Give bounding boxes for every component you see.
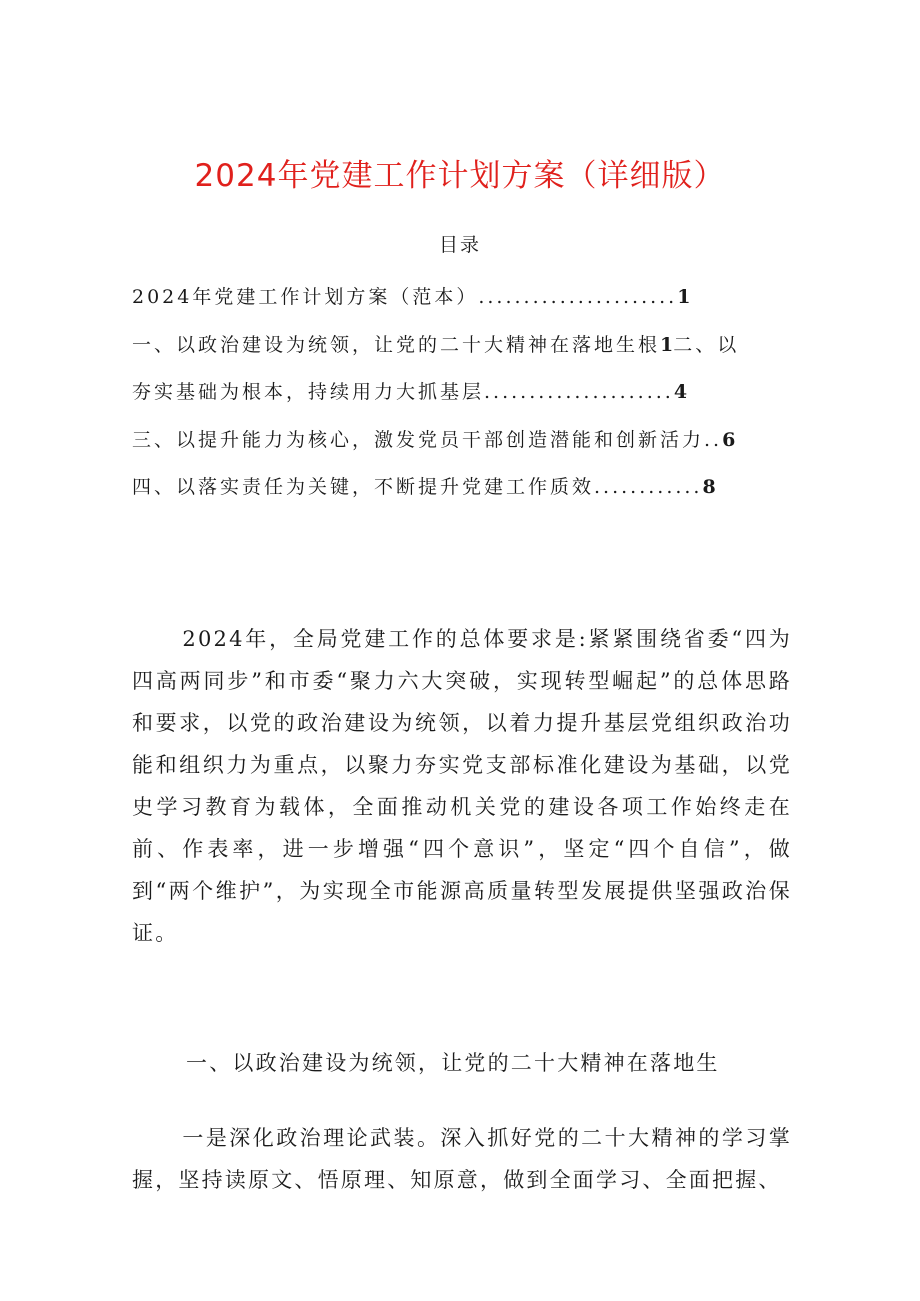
- toc-entry-4[interactable]: [132, 425, 788, 452]
- toc-entry-text: 2024年党建工作计划方案（范本）......................: [132, 286, 678, 308]
- section-heading: 一、以政治建设为统领，让党的二十大精神在落地生: [186, 1051, 720, 1075]
- toc-heading: 目录: [438, 234, 481, 256]
- toc-page-number: 1: [677, 286, 691, 308]
- toc-page-number: 6: [722, 429, 736, 451]
- toc-entry-text: 夯实基础为根本，持续用力大抓基层.....................: [132, 381, 674, 403]
- toc-entry-text: 一、以政治建设为统领，让党的二十大精神在落地生根: [132, 334, 661, 356]
- toc-entry-1[interactable]: [132, 282, 788, 309]
- document-title: 2024年党建工作计划方案（详细版）: [194, 158, 726, 194]
- toc-page-number: 1: [660, 334, 674, 356]
- toc-entry-text-continued: 二、以: [673, 334, 740, 356]
- section-paragraph: 一是深化政治理论武装。深入抓好党的二十大精神的学习掌握，坚持读原文、悟原理、知原意，做到全面学习、全面把握、: [132, 1126, 792, 1192]
- toc-entry-text: 四、以落实责任为关键，不断提升党建工作质效............: [132, 476, 703, 498]
- toc-entry-5[interactable]: [132, 472, 788, 499]
- toc-page-number: 8: [702, 476, 716, 498]
- toc-entry-3[interactable]: [132, 377, 788, 404]
- toc-page-number: 4: [673, 381, 688, 403]
- intro-paragraph: 2024年，全局党建工作的总体要求是:紧紧围绕省委“四为四高两同步”和市委“聚力六大突破，实现转型崛起”的总体思路和要求，以党的政治建设为统领，以着力提升基层党组织政治功能和组织力为重点，以聚力夯实党支部标准化建设为基础，以党史学习教育为载体，全面推动机关党的建设各项工作始终走在前、作表率，进一步增强“四个意识”，坚定“四个自信”，做到“两个维护”，为实现全市能源高质量转型发展提供坚强政治保证。: [132, 627, 792, 945]
- toc-entry-text: 三、以提升能力为核心，激发党员干部创造潜能和创新活力..: [132, 429, 723, 451]
- toc-entry-2[interactable]: [132, 330, 788, 357]
